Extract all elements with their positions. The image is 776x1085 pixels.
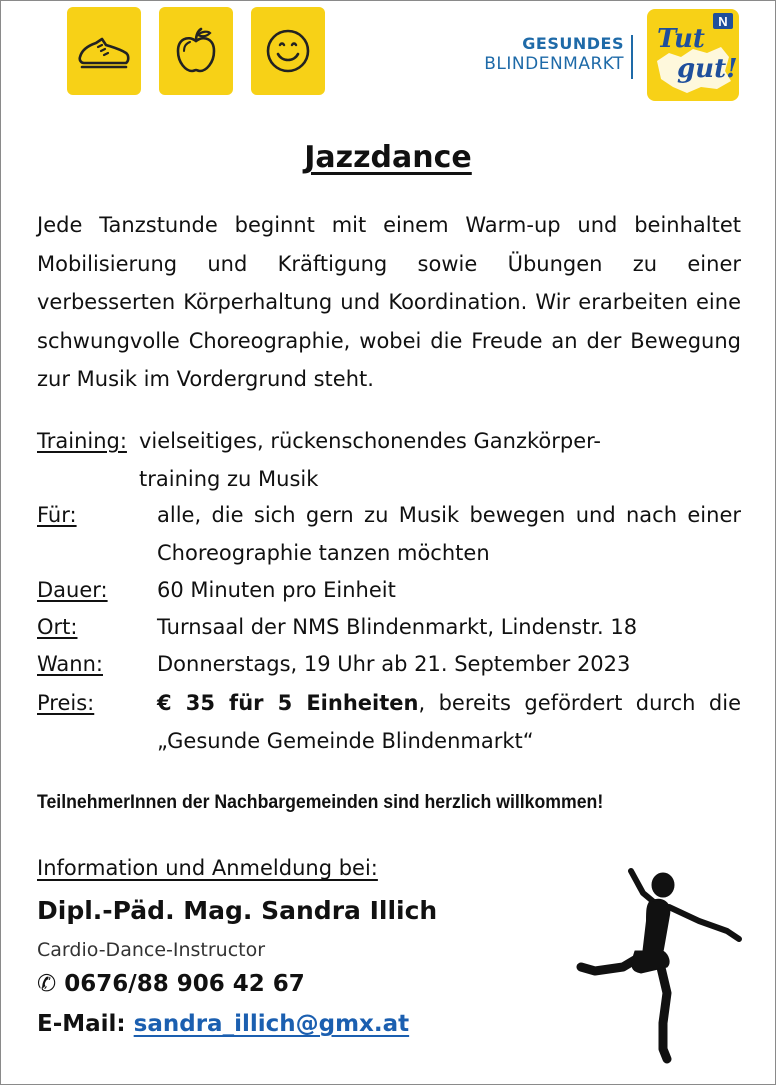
- shoe-icon: [76, 23, 132, 79]
- phone-number[interactable]: 0676/88 906 42 67: [64, 971, 305, 997]
- email-link[interactable]: sandra_illich@gmx.at: [133, 1011, 410, 1037]
- brand-wordmark: [448, 34, 624, 75]
- email-label: E-Mail:: [37, 1011, 126, 1037]
- contact-email: [37, 1011, 409, 1037]
- smiley-icon: [260, 23, 316, 79]
- training-line-1: vielseitiges, rückenschonendes Ganzkörper-: [139, 429, 601, 453]
- detail-value: alle, die sich gern zu Musik bewegen und nach einer Choreographie tanzen möchten: [157, 503, 741, 565]
- welcome-note: TeilnehmerInnen der Nachbargemeinden sind herzlich willkommen!: [37, 792, 604, 813]
- detail-value: Donnerstags, 19 Uhr ab 21. September 2023: [157, 652, 631, 676]
- contact-role: Cardio-Dance-Instructor: [37, 939, 266, 961]
- detail-label: Training:: [37, 429, 127, 453]
- dancer-silhouette: [571, 863, 751, 1068]
- price-amount: € 35 für 5 Einheiten: [157, 691, 419, 715]
- detail-label: Dauer:: [37, 578, 108, 602]
- detail-label: Für:: [37, 503, 77, 527]
- detail-value: Turnsaal der NMS Blindenmarkt, Lindenstr. 18: [157, 615, 638, 639]
- detail-value: 60 Minuten pro Einheit: [157, 578, 396, 602]
- tut-gut-logo: [647, 9, 739, 101]
- detail-label: Preis:: [37, 691, 95, 715]
- logo-text-gut: gut!: [677, 54, 738, 84]
- contact-phone: [37, 971, 305, 997]
- brand-line1: GESUNDES: [522, 34, 624, 53]
- apple-icon: [168, 23, 224, 79]
- intro-paragraph: Jede Tanzstunde beginnt mit einem Warm-up und beinhaltet Mobilisierung und Kräftigung sowie Übungen zu einer verbesserten Körperhaltung und Koordination. Wir erarbeiten eine schwungvolle Choreographie, wobei die Freude an der Bewegung zur Musik im Vordergrund steht.: [37, 213, 741, 391]
- page-title: Jazzdance: [304, 140, 472, 175]
- shoe-tile: [67, 7, 141, 95]
- training-line-2: training zu Musik: [139, 466, 319, 491]
- logo-text-tut: Tut: [657, 24, 705, 54]
- contact-heading: Information und Anmeldung bei:: [37, 856, 378, 880]
- phone-icon: ✆: [37, 971, 57, 997]
- detail-label: Ort:: [37, 615, 78, 639]
- detail-value: [139, 423, 759, 498]
- brand-line2: BLINDENMARKT: [484, 54, 624, 74]
- price-note: , bereits gefördert durch die „Gesunde Gemeinde Blindenmarkt“: [157, 691, 741, 753]
- brand-divider: [631, 35, 633, 79]
- detail-value: [157, 685, 741, 760]
- detail-label: Wann:: [37, 652, 103, 676]
- smiley-tile: [251, 7, 325, 95]
- apple-tile: [159, 7, 233, 95]
- logo-badge: N: [718, 14, 728, 29]
- contact-name: Dipl.-Päd. Mag. Sandra Illich: [37, 896, 438, 925]
